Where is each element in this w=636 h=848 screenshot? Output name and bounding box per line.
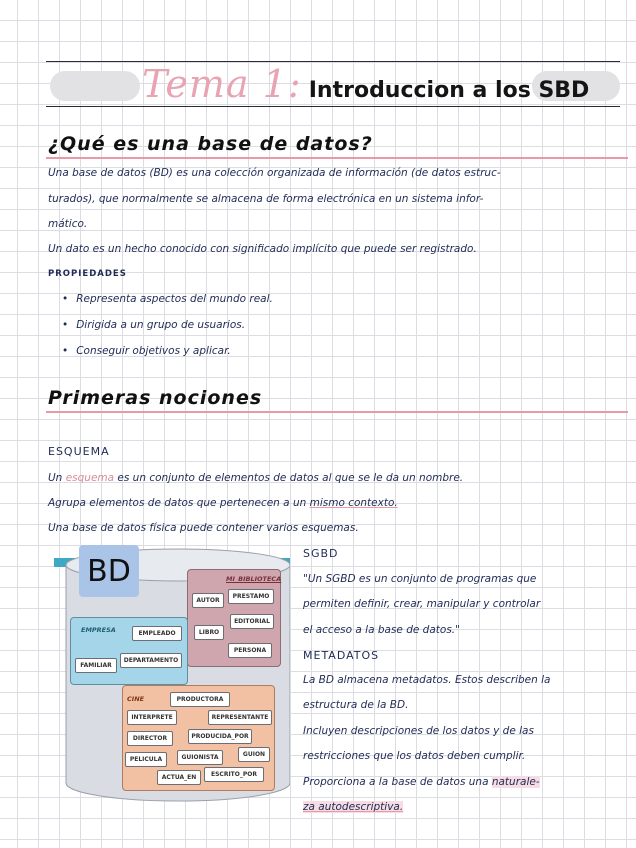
metadatos-line: estructura de la BD. bbox=[303, 699, 409, 711]
entity-libro: LIBRO bbox=[194, 625, 224, 640]
autodescriptiva-highlight: za autodescriptiva. bbox=[303, 801, 404, 813]
title-left-pill bbox=[50, 71, 140, 101]
entity-representante: REPRESENTANTE bbox=[208, 710, 272, 725]
entity-departamento: DEPARTAMENTO bbox=[120, 653, 182, 668]
naturaleza-highlight: naturale- bbox=[491, 776, 540, 788]
cine-label: CINE bbox=[127, 695, 145, 703]
database-diagram bbox=[54, 545, 290, 807]
section2-underline bbox=[46, 411, 628, 413]
section1-line: mático. bbox=[48, 218, 88, 230]
esquema-line-3: Una base de datos física puede contener varios esquemas. bbox=[48, 522, 359, 534]
entity-prestamo: PRESTAMO bbox=[228, 589, 274, 604]
entity-director: DIRECTOR bbox=[127, 731, 173, 746]
property-bullet: • Representa aspectos del mundo real. bbox=[62, 293, 273, 305]
esquema-line-1-a: Un bbox=[48, 472, 66, 484]
biblioteca-label: MI_BIBLIOTECA bbox=[226, 575, 282, 583]
bd-label: BD bbox=[87, 553, 131, 589]
metadatos-line: restricciones que los datos deben cumplir. bbox=[303, 750, 526, 762]
esquema-label: ESQUEMA bbox=[48, 445, 110, 458]
sgbd-label: SGBD bbox=[303, 547, 339, 560]
metadatos-line: Incluyen descripciones de los datos y de las bbox=[303, 725, 534, 737]
esquema-highlight: esquema bbox=[65, 472, 115, 484]
section2-heading: Primeras nociones bbox=[48, 387, 263, 409]
entity-editorial: EDITORIAL bbox=[230, 614, 274, 629]
entity-persona: PERSONA bbox=[228, 643, 272, 658]
esquema-line-1 bbox=[48, 472, 463, 484]
property-bullet: • Conseguir objetivos y aplicar. bbox=[62, 345, 231, 357]
entity-pelicula: PELICULA bbox=[125, 752, 167, 767]
entity-interprete: INTERPRETE bbox=[127, 710, 177, 725]
entity-productora: PRODUCTORA bbox=[170, 692, 230, 707]
entity-producida-por: PRODUCIDA_POR bbox=[188, 729, 252, 744]
sgbd-line: el acceso a la base de datos." bbox=[303, 624, 460, 636]
metadatos-line: La BD almacena metadatos. Estos describen la bbox=[303, 674, 551, 686]
esquema-line-1-b: es un conjunto de elementos de datos al que se le da un nombre. bbox=[114, 472, 464, 484]
properties-label: PROPIEDADES bbox=[48, 269, 127, 279]
metadatos-line-last bbox=[303, 776, 540, 788]
section1-underline bbox=[46, 157, 628, 159]
title-text: Introduccion a los SBD bbox=[308, 78, 590, 103]
section1-line: turados), que normalmente se almacena de forma electrónica en un sistema infor- bbox=[48, 193, 484, 205]
section1-line: Una base de datos (BD) es una colección organizada de información (de datos estruc- bbox=[48, 167, 501, 179]
entity-actua-en: ACTUA_EN bbox=[157, 770, 201, 785]
metadatos-label: METADATOS bbox=[303, 649, 380, 662]
section1-heading: ¿Qué es una base de datos? bbox=[48, 133, 373, 155]
esquema-line-2-a: Agrupa elementos de datos que pertenecen a un bbox=[48, 497, 310, 509]
entity-guion: GUION bbox=[238, 747, 270, 762]
entity-empleado: EMPLEADO bbox=[132, 626, 182, 641]
sgbd-line: permiten definir, crear, manipular y controlar bbox=[303, 598, 541, 610]
entity-familiar: FAMILIAR bbox=[75, 658, 117, 673]
property-bullet: • Dirigida a un grupo de usuarios. bbox=[62, 319, 245, 331]
title-bottom-rule bbox=[46, 106, 620, 107]
empresa-label: EMPRESA bbox=[81, 626, 116, 634]
mismo-contexto-underlined: mismo contexto. bbox=[309, 497, 398, 509]
entity-escrito-por: ESCRITO_POR bbox=[204, 767, 264, 782]
metadatos-last-a: Proporciona a la base de datos una bbox=[303, 776, 492, 788]
bd-box bbox=[79, 545, 139, 597]
esquema-line-2 bbox=[48, 497, 398, 509]
sgbd-line: "Un SGBD es un conjunto de programas que bbox=[303, 573, 537, 585]
metadatos-line-final bbox=[303, 801, 403, 813]
entity-guionista: GUIONISTA bbox=[177, 750, 223, 765]
entity-autor: AUTOR bbox=[192, 593, 224, 608]
page-title bbox=[142, 62, 589, 106]
title-number: Tema 1: bbox=[142, 62, 302, 106]
section1-line: Un dato es un hecho conocido con significado implícito que puede ser registrado. bbox=[48, 243, 477, 255]
